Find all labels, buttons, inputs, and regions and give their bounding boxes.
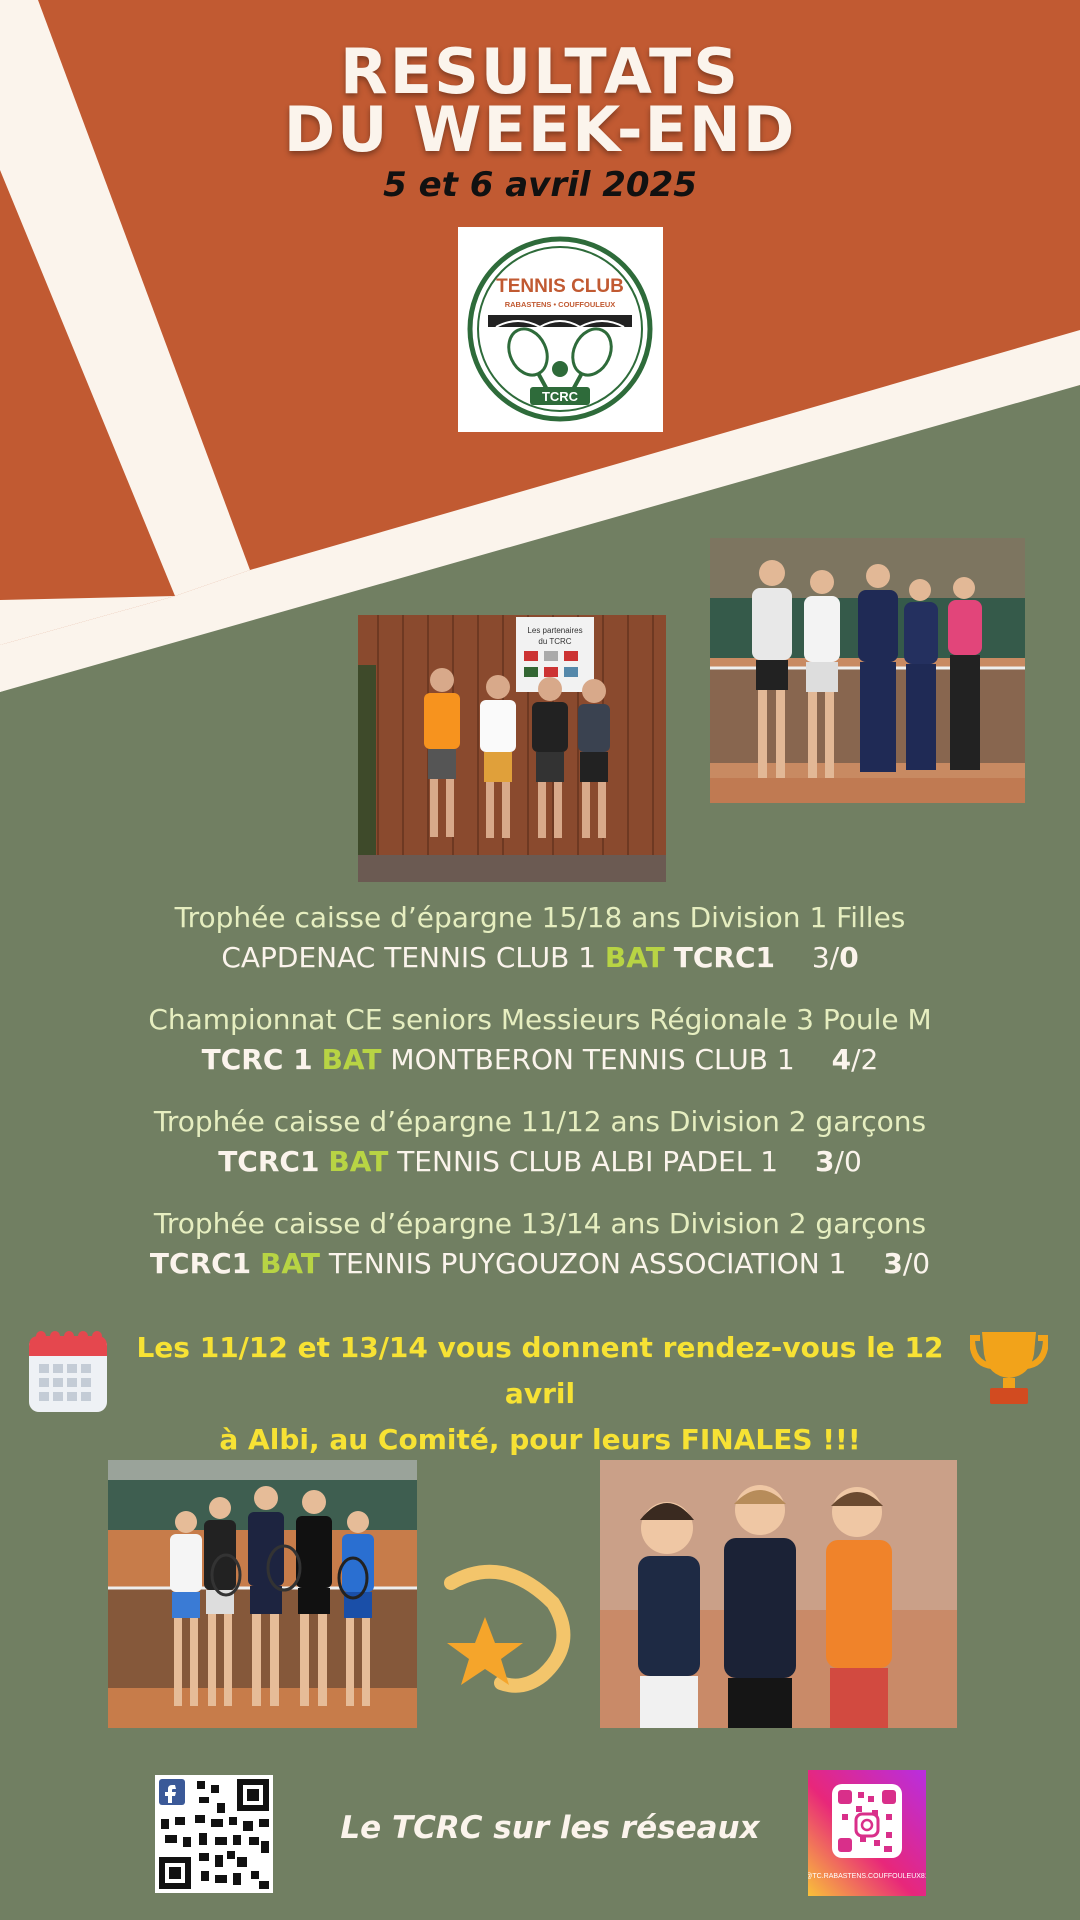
calendar-icon	[27, 1328, 109, 1414]
announcement-line-2: à Albi, au Comité, pour leurs FINALES !!!	[219, 1423, 861, 1456]
score: 3/0	[883, 1247, 931, 1280]
competition-name: Championnat CE seniors Messieurs Régionale 3 Poule M	[148, 1003, 932, 1036]
score: 3/0	[815, 1145, 862, 1178]
score-a: 4	[831, 1043, 852, 1076]
match-line	[0, 938, 1080, 978]
photo-boys-team	[108, 1460, 417, 1728]
result-item	[0, 1102, 1080, 1182]
partners-sign-title: Les partenaires	[527, 626, 583, 635]
photo-girls-team	[710, 538, 1025, 803]
score-b: 0	[839, 941, 859, 974]
score-b: 0	[843, 1145, 862, 1178]
team-a: TCRC1	[218, 1145, 320, 1178]
trophy-icon	[970, 1330, 1048, 1406]
logo-badge: TCRC	[541, 389, 579, 404]
finals-announcement	[120, 1325, 960, 1463]
partners-sign-subtitle: du TCRC	[538, 637, 572, 646]
instagram-handle: @TC.RABASTENS.COUFFOULEUX81	[808, 1873, 926, 1880]
result-item	[0, 1000, 1080, 1080]
title-line-2: DU WEEK-END	[283, 93, 797, 166]
team-b: MONTBERON TENNIS CLUB 1	[390, 1043, 795, 1076]
announcement-line-1: Les 11/12 et 13/14 vous donnent rendez-vous le 12 avril	[136, 1331, 944, 1410]
score-a: 3	[883, 1247, 903, 1280]
score: 4/2	[831, 1043, 879, 1076]
bat-label: BAT	[328, 1145, 389, 1178]
match-line	[0, 1142, 1080, 1182]
team-b: TCRC1	[673, 941, 776, 974]
competition-name: Trophée caisse d’épargne 15/18 ans Division 1 Filles	[174, 901, 906, 934]
score-b: 0	[912, 1247, 931, 1280]
bat-label: BAT	[260, 1247, 321, 1280]
title-line-1: RESULTATS	[340, 35, 740, 108]
logo-name: TENNIS CLUB	[496, 276, 624, 297]
team-a: TCRC 1	[201, 1043, 313, 1076]
team-b: TENNIS CLUB ALBI PADEL 1	[397, 1145, 779, 1178]
competition-name: Trophée caisse d’épargne 13/14 ans Division 2 garçons	[153, 1207, 927, 1240]
shooting-star-icon	[443, 1563, 571, 1693]
result-item	[0, 1204, 1080, 1284]
score-b: 2	[860, 1043, 879, 1076]
instagram-qr-code[interactable]	[808, 1770, 926, 1896]
team-b: TENNIS PUYGOUZON ASSOCIATION 1	[328, 1247, 847, 1280]
score-a: 3	[811, 941, 830, 974]
photo-seniors-team	[358, 615, 666, 882]
logo-subtitle: RABASTENS • COUFFOULEUX	[504, 300, 616, 309]
social-networks-label: Le TCRC sur les réseaux	[340, 1810, 760, 1846]
result-item	[0, 898, 1080, 978]
score: 3/0	[811, 941, 859, 974]
results-list	[0, 898, 1080, 1284]
club-logo	[458, 227, 663, 432]
photo-young-players	[600, 1460, 957, 1728]
score-a: 3	[815, 1145, 835, 1178]
competition-name: Trophée caisse d’épargne 11/12 ans Division 2 garçons	[153, 1105, 927, 1138]
team-a: CAPDENAC TENNIS CLUB 1	[221, 941, 597, 974]
match-line	[0, 1040, 1080, 1080]
team-a: TCRC1	[149, 1247, 252, 1280]
bat-label: BAT	[321, 1043, 382, 1076]
match-line	[0, 1244, 1080, 1284]
bat-label: BAT	[604, 941, 665, 974]
event-date: 5 et 6 avril 2025	[383, 165, 697, 205]
